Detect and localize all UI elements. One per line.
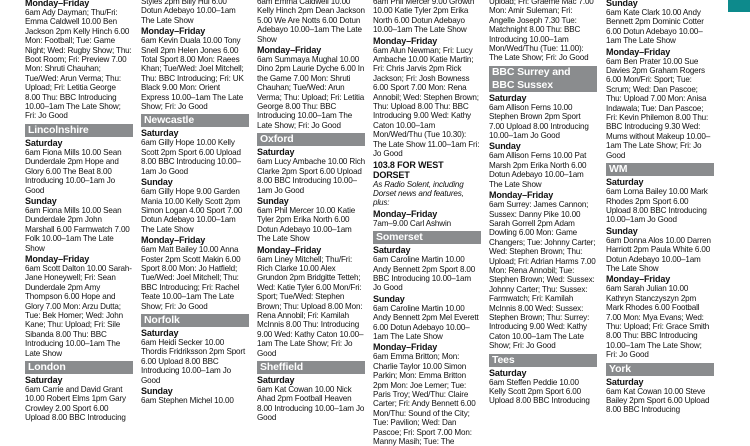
- station-heading-line-1: BBC Surrey and: [492, 65, 571, 78]
- schedule-text: 6am Fiona Mills 10.00 Sean Dunderdale 2pm Hope and Glory 6.00 The Beat 8.00 Introducing 10.00–1am Jo Good: [25, 147, 122, 195]
- station-heading-wm: WM: [606, 163, 714, 176]
- day-heading: Monday–Friday: [257, 244, 322, 255]
- listings-column-4: [373, 0, 481, 446]
- station-heading-london: London: [25, 361, 133, 374]
- schedule-text: Styles 2pm Billy Hui 6.00 Dotun Adebayo 10.00–1am The Late Show: [141, 0, 236, 25]
- station-heading-oxford: Oxford: [257, 133, 365, 146]
- day-heading: Saturday: [141, 327, 179, 338]
- station-heading-norfolk: Norfolk: [141, 314, 249, 327]
- schedule-text: Upload; Fri: Graeme Mac 7.00 Mon: Amir Suleman; Fri: Angelle Joseph 7.30 Tue: Matchnight 8.00 Thu: BBC Introducing 10.00–1am Mon/Wed/Thu (Tue: 11.00): The Late Show; Fri: Jo Good: [489, 0, 594, 63]
- day-heading: Sunday: [489, 141, 521, 152]
- day-heading: Saturday: [257, 147, 295, 158]
- schedule-text: 6am Surrey: James Cannon; Sussex: Danny Pike 10.00 Sarah Gorrell 2pm Adam Dowling 6.00 Mon: Game Changers; Tue: Johnny Carter; Wed: Stephen Brown; Thu: Upload; Fri: Adrian Harms 7.00 Mon: Rena Annobil; Tue: Stephen Brown; Wed: Sussex: Johnny Carter; Thu: Sussex: Farmwatch; Fri: Kamilah McInnis 8.00 Wed: Sussex: Stephen Brown; Thu: Surrey: Introducing 9.00 Wed: Kathy Caton 10.00–1am The Late Show; Fri: Jo Good: [489, 200, 596, 351]
- day-heading: Saturday: [373, 245, 411, 256]
- schedule-text: 6am Stephen Michel 10.00: [141, 396, 234, 405]
- schedule-text: 6am Kate Clark 10.00 Andy Bennett 2pm Dominic Cotter 6.00 Dotun Adebayo 10.00–1am The Late Show: [606, 8, 704, 46]
- accent-stripe: [728, 0, 750, 12]
- day-heading: Monday–Friday: [141, 235, 206, 246]
- schedule-text: 6am Caroline Martin 10.00 Andy Bennett 2pm Mel Everett 6.00 Dotun Adebayo 10.00–1am The Late Show: [373, 303, 479, 341]
- station-heading-york: York: [606, 363, 714, 376]
- day-heading: Monday–Friday: [257, 45, 322, 56]
- schedule-text: 6am Emma Caldwell 10.00 Kelly Hinch 2pm Dean Jackson 5.00 We Are Notts 6.00 Dotun Adebayo 10.00–1am The Late Show: [257, 0, 365, 44]
- schedule-text: 7am–9.00 Carl Ashwin: [373, 218, 451, 228]
- station-heading-line-2: BBC Sussex: [492, 78, 553, 91]
- day-heading: Sunday: [257, 195, 289, 206]
- listings-column-3: [257, 0, 365, 423]
- schedule-text: 6am Carrie and David Grant 10.00 Robert Elms 1pm Gary Crowley 2.00 Sport 6.00 Upload 8.00 BBC Introducing: [25, 385, 126, 423]
- schedule-text: 6am Lorna Bailey 10.00 Mark Rhodes 2pm Sport 6.00 Upload 8.00 BBC Introducing 10.00–1am Jo Good: [606, 187, 708, 225]
- schedule-text: 6am Liney Mitchell; Thu/Fri: Rich Clarke 10.00 Alex Grundon 2pm Bridgitte Tetteh; Wed: Katie Tyler 6.00 Mon/Fri: Sport; Tue/Wed: Stephen Brown; Thu: Upload 8.00 Mon: Rena Annobil; Fri: Kamilah McInnis 8.00 Thu: Introducing 9.00 Wed: Kathy Caton 10.00–1am The Late Show; Fri: Jo Good: [257, 254, 364, 358]
- day-heading: Monday–Friday: [25, 253, 90, 264]
- day-heading: Saturday: [25, 137, 63, 148]
- station-heading-sheffield: Sheffield: [257, 361, 365, 374]
- schedule-text: 6am Emma Britton; Mon: Charlie Taylor 10.00 Simon Parkin; Mon: Emma Britton 2pm Mon: Joe Lemer; Tue: Paris Troy; Wed/Thu: Claire Carter; Fri: Andy Bennett 6.00 Mon/Thu: Sound of the City; Tue: Pavilion; Wed: Dan Pascoe; Fri: Sport 7.00 Mon: Manny Masih; Tue: The: [373, 352, 476, 446]
- day-heading: Monday–Friday: [489, 190, 554, 201]
- station-note: As Radio Solent, including Dorset news and features, plus:: [373, 179, 464, 208]
- station-heading-somerset: Somerset: [373, 231, 481, 244]
- station-heading-west-dorset: 103.8 FOR WEST DORSET: [373, 159, 444, 180]
- schedule-text: 6am Summaya Mughal 10.00 Dino 2pm Laurie Dyche 6.00 In the Game 7.00 Mon: Shruti Chauhan; Tue/Wed: Arun Verma; Thu: Upload; Fri: Letitia George 8.00 Thu: BBC Introducing 10.00–1am The Late Show; Fri: Jo Good: [257, 55, 365, 130]
- station-heading-lincolnshire: Lincolnshire: [25, 124, 133, 137]
- schedule-text: 6am Gilly Hope 10.00 Kelly Scott 2pm Sport 6.00 Upload 8.00 BBC Introducing 10.00–1am Jo Good: [141, 138, 241, 176]
- schedule-text: 6am Kat Cowan 10.00 Nick Ahad 2pm Football Heaven 8.00 Introducing 10.00–1am Jo Good: [257, 385, 365, 423]
- day-heading: Sunday: [25, 195, 57, 206]
- day-heading: Sunday: [606, 225, 638, 236]
- day-heading: Saturday: [25, 375, 63, 385]
- day-heading: Saturday: [489, 92, 527, 103]
- schedule-text: 6am Ben Prater 10.00 Sue Davies 2pm Graham Rogers 6.00 Mon/Fri: Sport; Tue: Scrum; Wed: Dan Pascoe; Thu: Upload 7.00 Mon: Anisa Indawala; Tue: Dan Pascoe; Fri: Kevin Philemon 8.00 Thu: BBC Introducing 9.30 Wed: Mums without Makeup 10.00–1am The Late Show; Fri: Jo Good: [606, 56, 711, 160]
- schedule-text: 6am Gilly Hope 9.00 Garden Mania 10.00 Kelly Scott 2pm Simon Logan 4.00 Sport 7.00 Dotun Adebayo 10.00–1am The Late Show: [141, 187, 243, 234]
- day-heading: Monday–Friday: [606, 46, 671, 57]
- day-heading: Sunday: [606, 0, 638, 8]
- day-heading: Saturday: [606, 177, 644, 188]
- station-heading-tees: Tees: [489, 354, 597, 367]
- schedule-text: 6am Kat Cowan 10.00 Steve Bailey 2pm Sport 6.00 Upload 8.00 BBC Introducing: [606, 386, 710, 415]
- day-heading: Monday–Friday: [373, 35, 438, 46]
- schedule-text: 6am Matt Bailey 10.00 Anna Foster 2pm Scott Makin 6.00 Sport 8.00 Mon: Jo Hatfield; Tue/Wed: Joel Mitchell; Thu: BBC Introducing; Fri: Rachel Teate 10.00–1am The Late Show; Fri: Jo Good: [141, 245, 241, 311]
- schedule-text: 6am Ady Dayman; Thu/Fri: Emma Caldwell 10.00 Ben Jackson 2pm Kelly Hinch 6.00 Mon: Football; Tue: Game Night; Wed: Rugby Show; Thu: Boot Room; Fri: Preview 7.00 Mon: Shruti Chauhan; Tue/Wed: Arun Verma; Thu: Upload; Fri: Letitia George 8.00 Thu: BBC Introducing 10.00–1am The Late Show; Fri: Jo Good: [25, 8, 132, 121]
- listings-column-1: [25, 0, 133, 423]
- schedule-text: 6am Alun Newman; Fri: Lucy Ambache 10.00 Katie Martin; Fri: Chris Jarvis 2pm Rick Jackson; Fri: Josh Bowness 6.00 Sport 7.00 Mon: Rena Annobil; Wed: Stephen Brown; Thu: Upload 8.00 Thu: BBC Introducing 9.00 Wed: Kathy Caton 10.00–1am Mon/Wed/Thu (Tue 10.30): The Late Show 11.00–1am Fri: Jo Good: [373, 45, 480, 159]
- schedule-text: 6am Lucy Ambache 10.00 Rich Clarke 2pm Sport 6.00 Upload 8.00 BBC Introducing 10.00–1am Jo Good: [257, 157, 365, 195]
- schedule-text: 6am Phil Mercer 10.00 Katie Tyler 2pm Erika North 6.00 Dotun Adebayo 10.00–1am The Late Show: [257, 205, 356, 244]
- schedule-text: 6am Kevin Duala 10.00 Tony Snell 2pm Helen Jones 6.00 Total Sport 8.00 Mon: Raees Khan; Tue/Wed: Joel Mitchell; Thu: BBC Introducing; Fri: UK Black 9.00 Mon: Orient Express 10.00–1am The Late Show; Fri: Jo Good: [141, 36, 244, 112]
- day-heading: Sunday: [373, 293, 405, 304]
- listings-column-2: [141, 0, 249, 405]
- schedule-text: 6am Fiona Mills 10.00 Sean Dunderdale 2pm John Marshall 6.00 Farmwatch 7.00 Folk 10.00–1am The Late Show: [25, 205, 130, 253]
- schedule-text: 6am Allison Ferns 10.00 Stephen Brown 2pm Sport 7.00 Upload 8.00 Introducing 10.00–1am Jo Good: [489, 102, 589, 141]
- schedule-text: 6am Allison Ferns 10.00 Pat Marsh 2pm Erika North 6.00 Dotun Adebayo 10.00–1am The Late Show: [489, 151, 587, 189]
- day-heading: Monday–Friday: [373, 208, 438, 219]
- day-heading: Sunday: [141, 386, 173, 396]
- day-heading: Saturday: [257, 375, 295, 385]
- day-heading: Saturday: [606, 376, 644, 387]
- day-heading: Monday–Friday: [606, 274, 671, 285]
- schedule-text: 6am Caroline Martin 10.00 Andy Bennett 2pm Sport 8.00 BBC Introducing 10.00–1am Jo Good: [373, 255, 476, 293]
- station-heading-newcastle: Newcastle: [141, 114, 249, 127]
- listings-column-5: [489, 0, 597, 406]
- day-heading: Saturday: [489, 367, 527, 378]
- schedule-text: 6am Scott Dalton 10.00 Sarah-Jane Honeywell; Fri: Sean Dunderdale 2pm Amy Thompson 6.00 Hope and Glory 7.00 Mon: Arzu Dutta; Tue: Bek Homer; Wed: John Kane; Thu: Upload; Fri: Sile Sibanda 8.00 Thu: BBC Introducing 10.00–1am The Late Show: [25, 263, 132, 358]
- listings-column-6: [606, 0, 714, 415]
- day-heading: Sunday: [141, 177, 173, 188]
- day-heading: Monday–Friday: [25, 0, 90, 8]
- day-heading: Saturday: [141, 128, 179, 139]
- station-heading-surrey-sussex: [489, 66, 597, 92]
- schedule-text: 6am Sarah Julian 10.00 Kathryn Stanczyszyn 2pm Mark Rhodes 6.00 Football 7.00 Mon: Mya Evans; Wed: Thu: Upload; Fri: Grace Smith 8.00 Thu: BBC Introducing 10.00–1am The Late Show; Fri: Jo Good: [606, 284, 710, 360]
- schedule-text: 6am Steffen Peddie 10.00 Kelly Scott 2pm Sport 6.00 Upload 8.00 BBC Introducing: [489, 377, 590, 406]
- schedule-text: 6am Phil Mercer 9.00 Growth 10.00 Katie Tyler 2pm Erika North 6.00 Dotun Adebayo 10.00–1am The Late Show: [373, 0, 475, 35]
- schedule-text: 6am Heidi Secker 10.00 Thordis Fridriksson 2pm Sport 6.00 Upload 8.00 BBC Introducing 10.00–1am Jo Good: [141, 337, 246, 385]
- schedule-text: 6am Donna Alos 10.00 Darren Harriott 2pm Paula White 6.00 Dotun Adebayo 10.00–1am The Late Show: [606, 235, 711, 273]
- day-heading: Monday–Friday: [373, 342, 438, 353]
- day-heading: Monday–Friday: [141, 26, 206, 37]
